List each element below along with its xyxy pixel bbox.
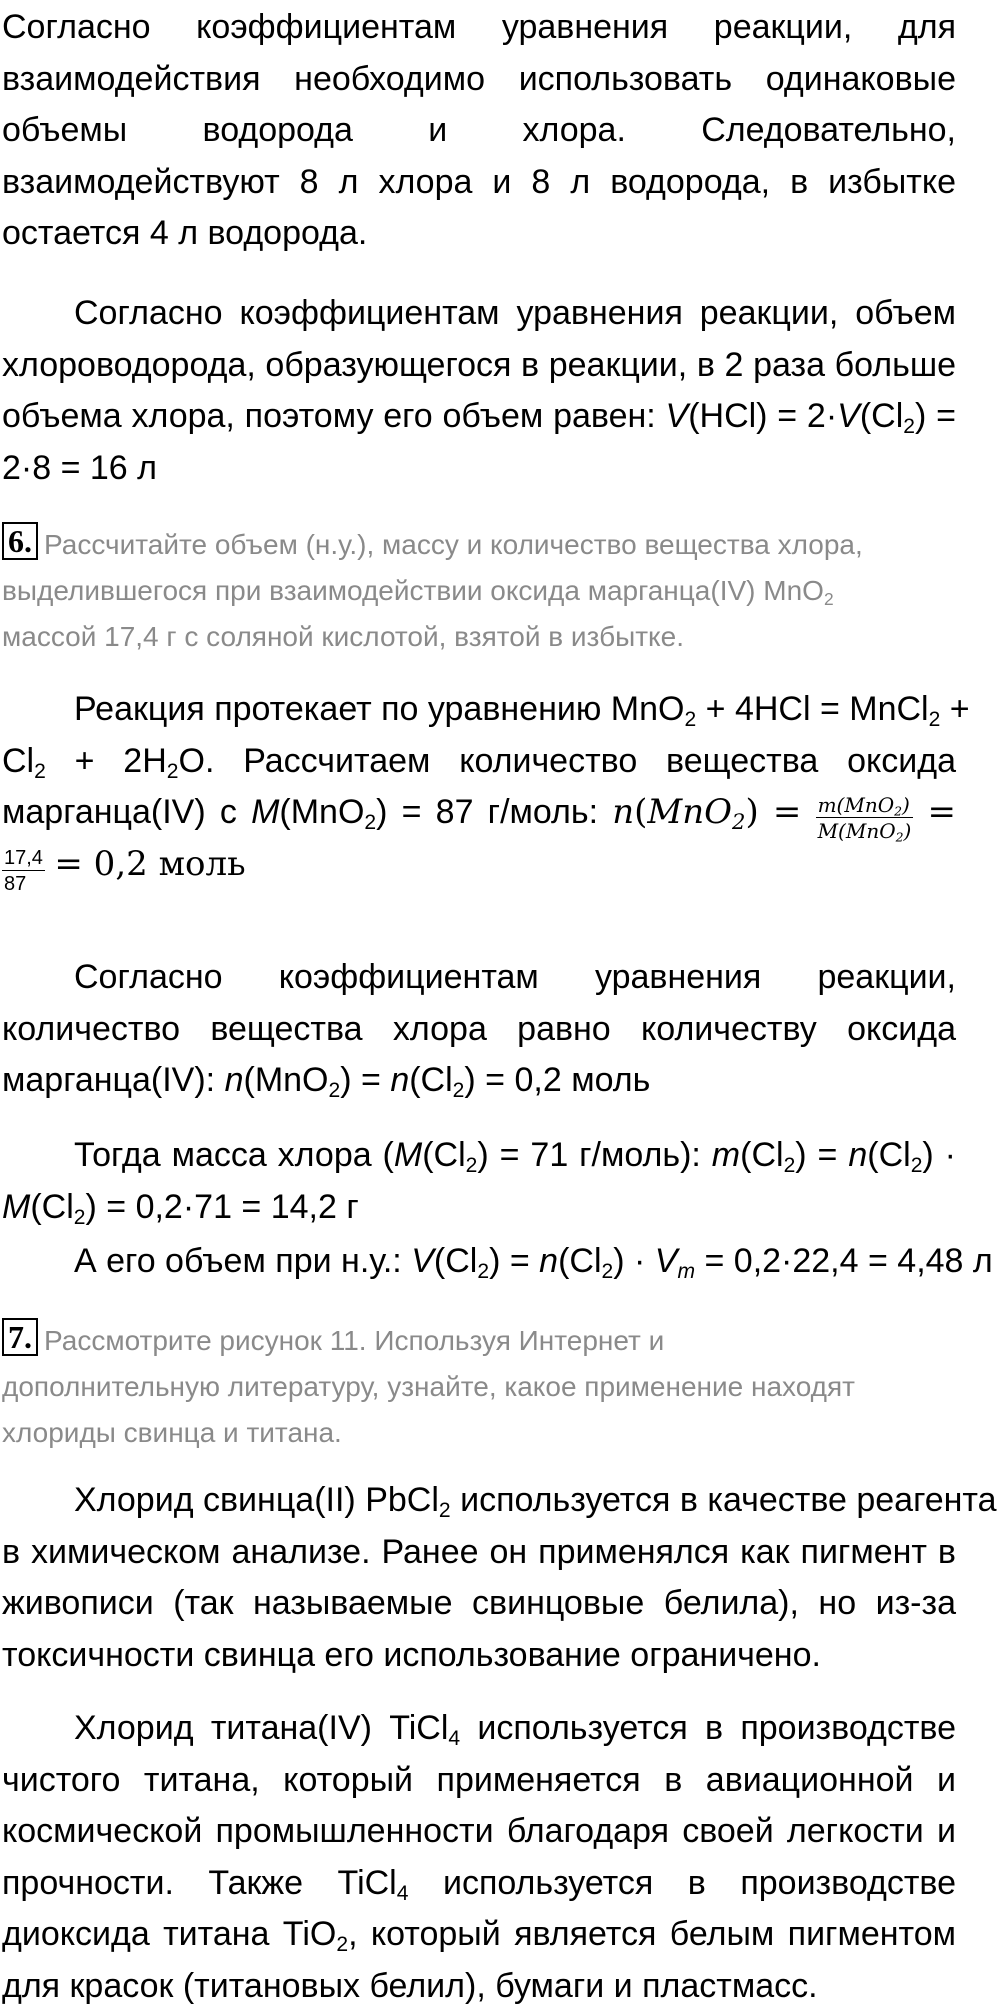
result-value: = 0,2 моль [54, 844, 245, 884]
text-line: для красок (титановых белил), бумаги и пластмасс. [2, 1961, 956, 2012]
line-text: Тогда масса хлора ( [74, 1136, 394, 1174]
task7-question [2, 1318, 956, 1456]
text-line: взаимодействия необходимо использовать одинаковые [2, 54, 956, 106]
text-line: прочности. Также TiCl$_4$ используется в производстве [2, 1858, 956, 1910]
line-text: прочности. Также TiCl [2, 1864, 397, 1902]
text-line: чистого титана, который применяется в авиационной и [2, 1755, 956, 1807]
line-text: используется в производстве [408, 1864, 956, 1902]
hcl-volume-paragraph [2, 288, 956, 494]
line-text: Реакция протекает по уравнению MnO [74, 690, 684, 728]
text-line: Согласно коэффициентам уравнения реакции, объем [2, 288, 956, 340]
task-number: 6. [2, 522, 38, 560]
task6-question [2, 522, 956, 660]
task-number: 7. [2, 1318, 38, 1356]
text-line: количество вещества хлора равно количеству оксида [2, 1004, 956, 1056]
text-line: Согласно коэффициентам уравнения реакции, [2, 952, 956, 1004]
line-text: диоксида титана TiO [2, 1915, 336, 1953]
task6-answer-reaction [2, 684, 956, 907]
fraction-mass-over-molar: $\frac{m(MnO_2)}{M(MnO_2)}$ [816, 795, 914, 841]
text-line: в химическом анализе. Ранее он применялся как пигмент в [2, 1527, 956, 1579]
line-text: объема хлора, поэтому его объем равен: [2, 397, 666, 435]
text-line: А его объем при н.у.: $V(Cl_2) = n(Cl_2) \cdot V_m = 0,2\cdot 22,4 = 4,48$ л [2, 1236, 956, 1288]
line-text: используется в качестве реагента [451, 1481, 997, 1519]
text-line: хлороводорода, образующегося в реакции, в 2 раза больше [2, 340, 956, 392]
question-line: массой 17,4 г с соляной кислотой, взятой в избытке. [2, 614, 956, 660]
line-text: Хлорид свинца(II) PbCl [74, 1481, 439, 1519]
question-text: выделившегося при взаимодействии оксида марганца(IV) MnO [2, 575, 824, 606]
question-line [2, 522, 956, 568]
text-line: Тогда масса хлора ($M(Cl_2) = 71$ г/моль): $m(Cl_2) = n(Cl_2)$ · [2, 1130, 956, 1182]
question-text: Рассмотрите рисунок 11. Используя Интернет и [44, 1325, 664, 1356]
line-text: Хлорид титана(IV) TiCl [74, 1709, 448, 1747]
question-line: хлориды свинца и титана. [2, 1410, 956, 1456]
text-line: 2·8 = 16 л [2, 443, 956, 495]
task6-answer-volume [2, 1236, 956, 1288]
question-line: дополнительную литературу, узнайте, какое применение находят [2, 1364, 956, 1410]
line-text: Рассчитаем количество вещества оксида [243, 742, 956, 780]
question-line [2, 1318, 956, 1364]
task7-answer-titanium-chloride [2, 1703, 956, 2012]
text-line: космической промышленности благодаря своей легкости и [2, 1806, 956, 1858]
question-text: Рассчитайте объем (н.у.), массу и количество вещества хлора, [44, 529, 863, 560]
line-text: ) = 87 г/моль: [376, 793, 612, 831]
task6-answer-mass [2, 1130, 956, 1233]
text-line: Хлорид титана(IV) TiCl$_4$ используется в производстве [2, 1703, 956, 1755]
text-line: живописи (так называемые свинцовые белила), но из-за [2, 1578, 956, 1630]
line-text: марганца(IV): [2, 1061, 225, 1099]
text-line: марганца(IV): $n(MnO_2) = n(Cl_2) = 0,2$ моль [2, 1055, 956, 1107]
line-text: марганца(IV) с [2, 793, 251, 831]
text-line: $M(Cl_2) = 0,2\cdot 71 = 14,2$ г [2, 1182, 956, 1234]
text-line: Хлорид свинца(II) PbCl$_2$ используется в качестве реагента [2, 1475, 956, 1527]
fraction-values: $\frac{17,4}{87}$ [2, 848, 45, 894]
text-line: токсичности свинца его использование ограничено. [2, 1630, 956, 1682]
task7-answer-lead-chloride [2, 1475, 956, 1681]
text-line: диоксида титана TiO$_2$, который является белым пигментом [2, 1909, 956, 1961]
text-line: объемы водорода и хлора. Следовательно, [2, 105, 956, 157]
text-line: объема хлора, поэтому его объем равен: $V(HCl) = 2\cdot V(Cl_2)$ = [2, 391, 956, 443]
text-line [2, 839, 956, 907]
intro-paragraph [2, 2, 956, 260]
question-line: выделившегося при взаимодействии оксида марганца(IV) MnO$_2$ [2, 568, 956, 614]
text-line: Реакция протекает по уравнению MnO$_2$ + 4HCl = MnCl$_2$ + [2, 684, 956, 736]
line-text: А его объем при н.у.: [74, 1242, 411, 1280]
line-text: используется в производстве [460, 1709, 956, 1747]
line-text: , который является белым пигментом [348, 1915, 956, 1953]
text-line: $Cl_2 + 2H_2O$. Рассчитаем количество вещества оксида [2, 736, 956, 788]
line-text: (MnO [279, 793, 364, 831]
text-line: Согласно коэффициентам уравнения реакции, для [2, 2, 956, 54]
text-line: марганца(IV) с M(MnO$_2$) = 87 г/моль: n(MnO$_2$) = $\frac{m(MnO_2)}{M(MnO_2)}$ = [2, 787, 956, 839]
text-line: взаимодействуют 8 л хлора и 8 л водорода, в избытке [2, 157, 956, 209]
task6-answer-amount [2, 952, 956, 1107]
text-line: остается 4 л водорода. [2, 208, 956, 260]
